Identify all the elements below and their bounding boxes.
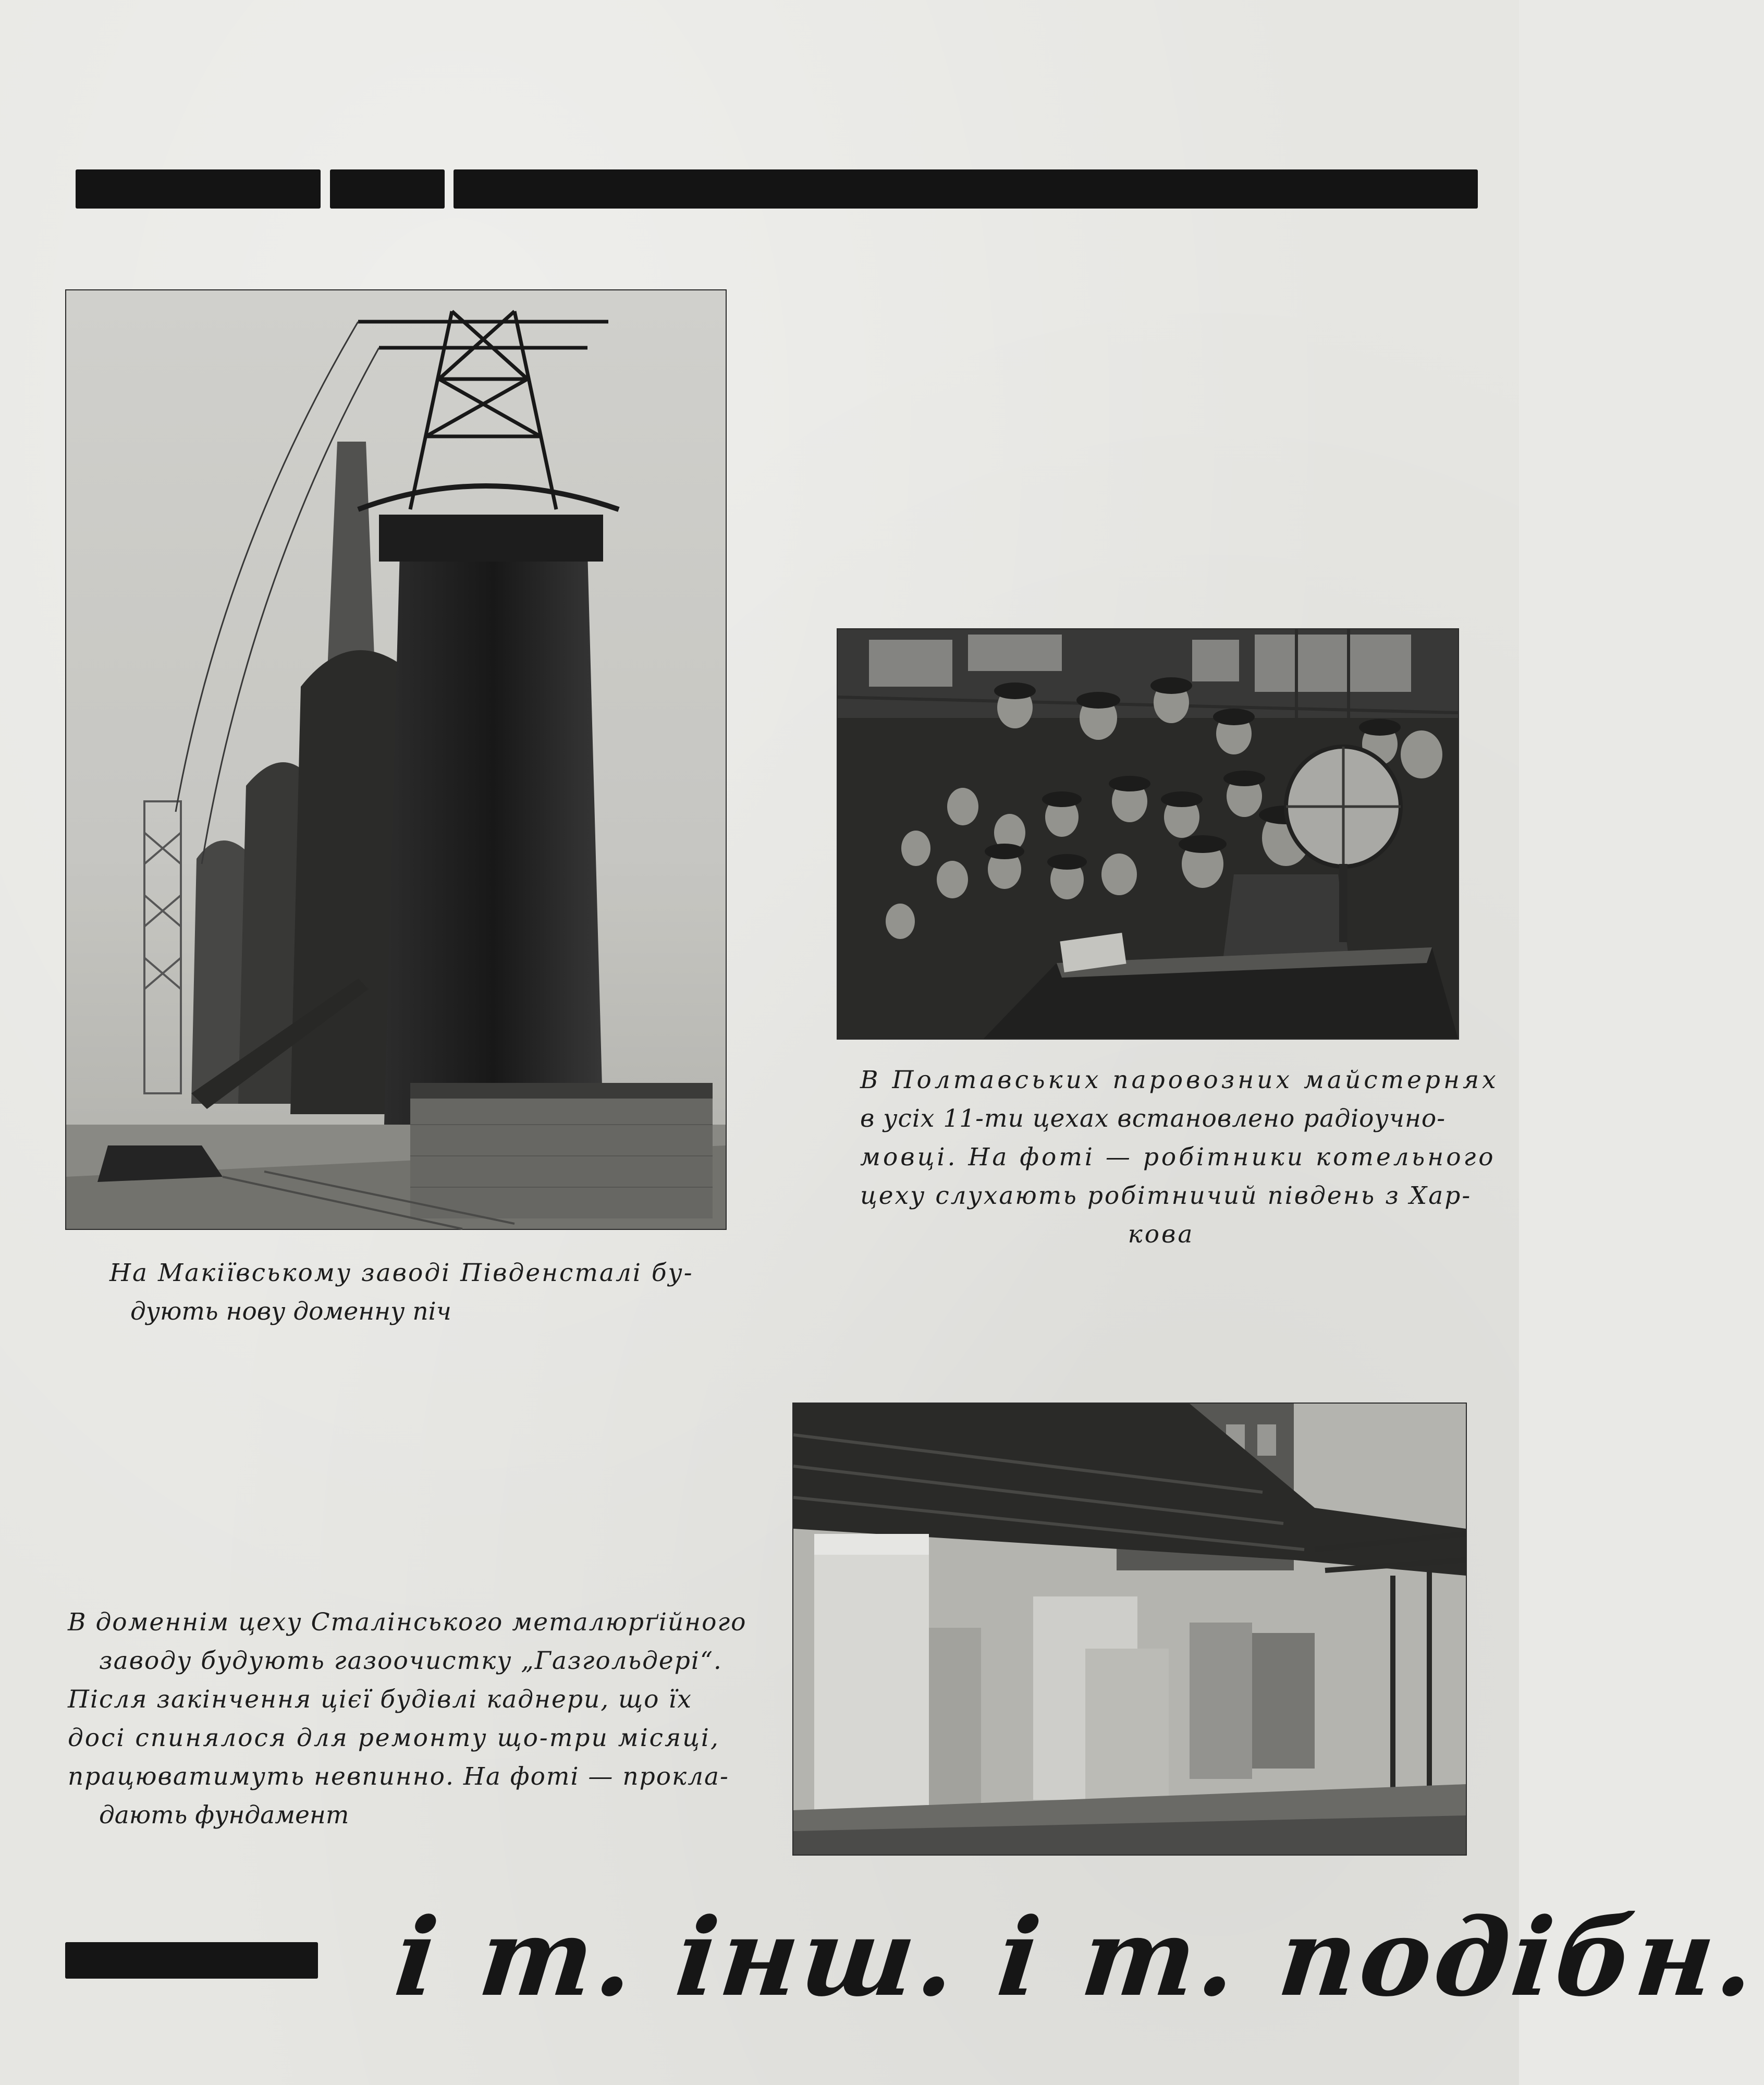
caption-line: В доменнім цеху Сталінського металюрґійного bbox=[68, 1608, 747, 1637]
furnace-caption bbox=[109, 1254, 693, 1331]
caption-line: дують нову доменну піч bbox=[130, 1297, 451, 1326]
radio-caption bbox=[860, 1061, 1499, 1254]
workers-radio-photo bbox=[837, 628, 1459, 1040]
gas-cleaning-caption bbox=[68, 1603, 764, 1835]
caption-line: досі спинялося для ремонту що-три місяці, bbox=[68, 1724, 720, 1752]
top-rule-segment bbox=[454, 169, 1478, 209]
workers-radio-image bbox=[838, 629, 1458, 1039]
foundation-construction-image bbox=[793, 1404, 1466, 1855]
top-rule bbox=[76, 169, 1478, 209]
caption-line: цеху слухають робітничий південь з Хар- bbox=[860, 1181, 1472, 1210]
caption-line: дають фундамент bbox=[99, 1801, 349, 1830]
blast-furnace-image bbox=[66, 290, 726, 1229]
caption-line: кова bbox=[1128, 1220, 1195, 1249]
caption-line: Після закінчення цієї будівлі каднери, що їх bbox=[68, 1685, 692, 1714]
foundation-construction-photo bbox=[792, 1403, 1467, 1856]
top-rule-segment bbox=[76, 169, 321, 209]
top-rule-segment bbox=[330, 169, 445, 209]
caption-line: В Полтавських паровозних майстернях bbox=[860, 1066, 1499, 1094]
bottom-rule bbox=[65, 1942, 318, 1979]
caption-line: На Макіївському заводі Південсталі бу- bbox=[109, 1259, 694, 1287]
blast-furnace-photo bbox=[65, 289, 727, 1230]
caption-line: в усіх 11-ти цехах встановлено радіоучно- bbox=[860, 1104, 1446, 1133]
caption-line: працюватимуть невпинно. На фоті — прокла- bbox=[68, 1762, 729, 1791]
caption-line: мовці. На фоті — робітники котельного bbox=[860, 1143, 1496, 1172]
caption-line: заводу будують газоочистку „Газгольдері“. bbox=[99, 1647, 722, 1675]
handwritten-footer: і т. інш. і т. подібн. bbox=[389, 1895, 1764, 2020]
